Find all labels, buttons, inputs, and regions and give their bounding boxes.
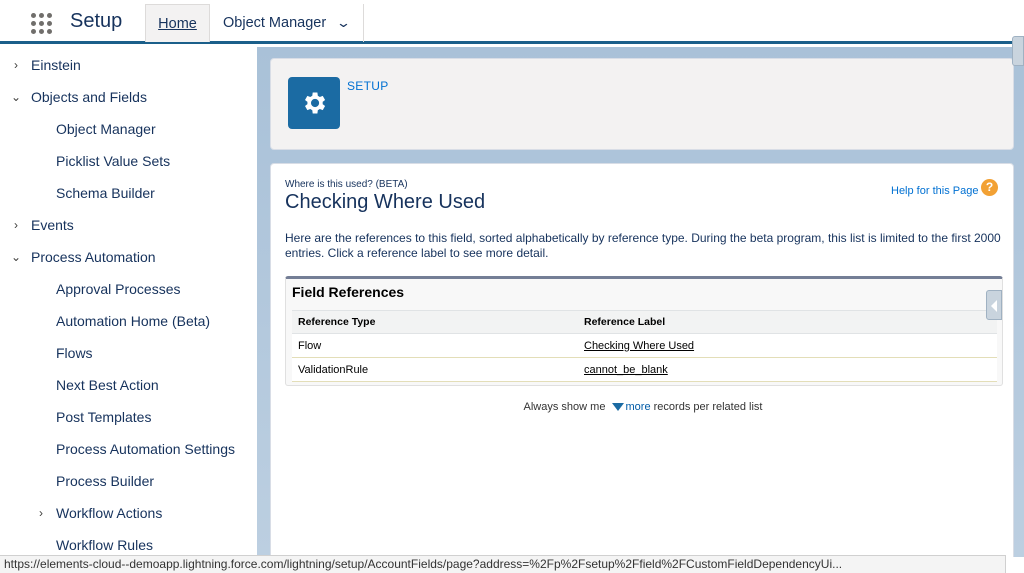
setup-sidebar bbox=[0, 47, 257, 557]
sidebar-item-workflow-rules[interactable] bbox=[0, 529, 257, 557]
sidebar-item-object-manager[interactable] bbox=[0, 113, 257, 145]
sidebar-item-label: Workflow Rules bbox=[56, 537, 153, 553]
field-references-section bbox=[285, 276, 1003, 386]
app-title: Setup bbox=[70, 10, 123, 32]
show-more-records bbox=[271, 401, 1015, 413]
setup-header-card bbox=[270, 58, 1014, 150]
sidebar-item-label: Events bbox=[31, 217, 74, 233]
sidebar-item-objects-and-fields[interactable] bbox=[0, 81, 257, 113]
sidebar-item-label: Einstein bbox=[31, 57, 81, 73]
triangle-down-icon[interactable] bbox=[612, 403, 624, 411]
page-title: Checking Where Used bbox=[285, 191, 486, 213]
sidebar-item-label: Process Automation Settings bbox=[56, 441, 235, 457]
tab-home[interactable] bbox=[145, 4, 210, 42]
reference-label-cell bbox=[578, 334, 997, 358]
help-icon[interactable]: ? bbox=[981, 179, 998, 196]
sidebar-item-flows[interactable] bbox=[0, 337, 257, 369]
sidebar-item-label: Automation Home (Beta) bbox=[56, 313, 211, 329]
sidebar-item-picklist-value-sets[interactable] bbox=[0, 145, 257, 177]
gear-icon-svg bbox=[300, 89, 328, 117]
sidebar-item-label: Post Templates bbox=[56, 409, 152, 425]
table-row bbox=[292, 334, 997, 358]
sidebar-item-process-automation[interactable] bbox=[0, 241, 257, 273]
global-header bbox=[0, 0, 1024, 44]
table-header-row bbox=[292, 311, 997, 334]
tab-object-manager-label: Object Manager bbox=[223, 15, 327, 31]
sidebar-item-einstein[interactable] bbox=[0, 49, 257, 81]
show-more-link[interactable]: more bbox=[625, 401, 651, 413]
sidebar-item-automation-home[interactable] bbox=[0, 305, 257, 337]
sidebar-item-label: Objects and Fields bbox=[31, 89, 147, 105]
sidebar-item-label: Next Best Action bbox=[56, 377, 159, 393]
collapse-panel-handle[interactable] bbox=[986, 290, 1002, 320]
sidebar-item-schema-builder[interactable] bbox=[0, 177, 257, 209]
chevron-down-icon[interactable]: ⌄ bbox=[10, 90, 22, 104]
sidebar-item-next-best-action[interactable] bbox=[0, 369, 257, 401]
sidebar-item-label: Process Automation bbox=[31, 249, 156, 265]
sidebar-item-label: Workflow Actions bbox=[56, 505, 163, 521]
tab-home-label: Home bbox=[158, 15, 197, 32]
chevron-right-icon[interactable]: › bbox=[14, 218, 18, 232]
reference-label-link[interactable]: Checking Where Used bbox=[584, 339, 695, 352]
column-header-reference-label: Reference Label bbox=[578, 311, 997, 334]
sidebar-item-post-templates[interactable] bbox=[0, 401, 257, 433]
help-link[interactable]: Help for this Page bbox=[891, 185, 979, 197]
sidebar-item-label: Object Manager bbox=[56, 121, 156, 137]
reference-type-cell: ValidationRule bbox=[292, 358, 578, 382]
where-used-card bbox=[270, 163, 1014, 557]
setup-breadcrumb[interactable]: SETUP bbox=[347, 79, 389, 93]
sidebar-item-label: Schema Builder bbox=[56, 185, 155, 201]
app-launcher-icon[interactable] bbox=[31, 13, 53, 35]
show-more-prefix: Always show me bbox=[523, 401, 606, 413]
chevron-right-icon[interactable]: › bbox=[39, 506, 43, 520]
reference-label-link[interactable]: cannot_be_blank bbox=[584, 363, 668, 376]
show-more-suffix: records per related list bbox=[653, 401, 763, 413]
gear-icon bbox=[288, 77, 340, 129]
chevron-down-icon[interactable]: ⌄ bbox=[10, 250, 22, 264]
reference-type-cell: Flow bbox=[292, 334, 578, 358]
sidebar-item-process-automation-settings[interactable] bbox=[0, 433, 257, 465]
sidebar-item-process-builder[interactable] bbox=[0, 465, 257, 497]
page-eyebrow: Where is this used? (BETA) bbox=[285, 179, 408, 190]
page-description: Here are the references to this field, sorted alphabetically by reference type. During the beta program, this list is limited to the first 2000 entries. Click a reference label to see more detail. bbox=[285, 231, 1001, 260]
field-references-title: Field References bbox=[292, 284, 405, 300]
main-content bbox=[257, 47, 1024, 557]
table-row bbox=[292, 358, 997, 382]
sidebar-item-approval-processes[interactable] bbox=[0, 273, 257, 305]
tab-object-manager[interactable] bbox=[210, 4, 364, 42]
chevron-right-icon[interactable]: › bbox=[14, 58, 18, 72]
top-side-handle[interactable] bbox=[1012, 36, 1024, 66]
sidebar-item-events[interactable] bbox=[0, 209, 257, 241]
sidebar-item-workflow-actions[interactable] bbox=[0, 497, 257, 529]
sidebar-item-label: Picklist Value Sets bbox=[56, 153, 171, 169]
field-references-table bbox=[292, 310, 997, 382]
status-bar-url: https://elements-cloud--demoapp.lightning.force.com/lightning/setup/AccountFields/page?address=%2Fp%2Fsetup%2Ffield%2FCustomFieldDependencyUi... bbox=[0, 555, 1006, 573]
chevron-down-icon[interactable]: ⌄ bbox=[335, 15, 352, 30]
column-header-reference-type: Reference Type bbox=[292, 311, 578, 334]
sidebar-item-label: Flows bbox=[56, 345, 93, 361]
sidebar-item-label: Approval Processes bbox=[56, 281, 181, 297]
reference-label-cell bbox=[578, 358, 997, 382]
sidebar-item-label: Process Builder bbox=[56, 473, 155, 489]
